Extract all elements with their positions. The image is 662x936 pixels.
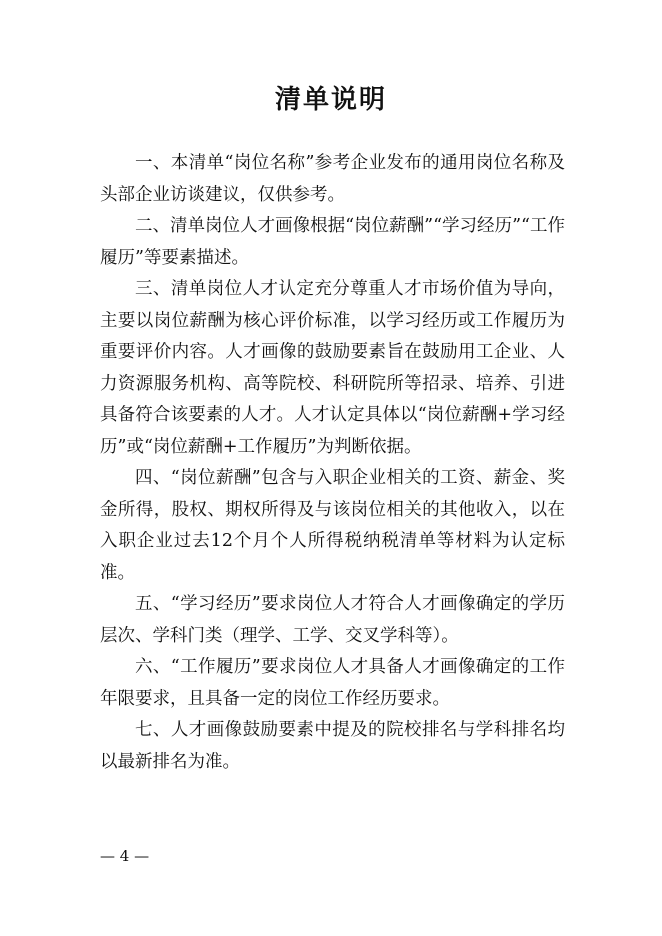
paragraph-5: 五、“学习经历”要求岗位人才符合人才画像确定的学历层次、学科门类（理学、工学、交叉学科等）。 [100, 594, 565, 646]
paragraph-2: 二、清单岗位人才画像根据“岗位薪酬”“学习经历”“工作履历”等要素描述。 [100, 216, 565, 268]
page-number: — 4 — [100, 847, 150, 865]
paragraph-7: 七、人才画像鼓励要素中提及的院校排名与学科排名均以最新排名为准。 [100, 720, 565, 772]
paragraph-4: 四、“岗位薪酬”包含与入职企业相关的工资、薪金、奖金所得，股权、期权所得及与该岗位相关的其他收入，以在入职企业过去12个月个人所得税纳税清单等材料为认定标准。 [100, 468, 565, 583]
paragraph-1: 一、本清单“岗位名称”参考企业发布的通用岗位名称及头部企业访谈建议，仅供参考。 [100, 153, 565, 205]
document-body [100, 148, 565, 778]
paragraph-6: 六、“工作履历”要求岗位人才具备人才画像确定的工作年限要求，且具备一定的岗位工作经历要求。 [100, 657, 565, 709]
paragraph-3: 三、清单岗位人才认定充分尊重人才市场价值为导向，主要以岗位薪酬为核心评价标准，以学习经历或工作履历为重要评价内容。人才画像的鼓励要素旨在鼓励用工企业、人力资源服务机构、高等院校、科研院所等招录、培养、引进具备符合该要素的人才。人才认定具体以“岗位薪酬+学习经历”或“岗位薪酬+工作履历”为判断依据。 [100, 279, 565, 457]
document-title: 清单说明 [274, 85, 387, 115]
